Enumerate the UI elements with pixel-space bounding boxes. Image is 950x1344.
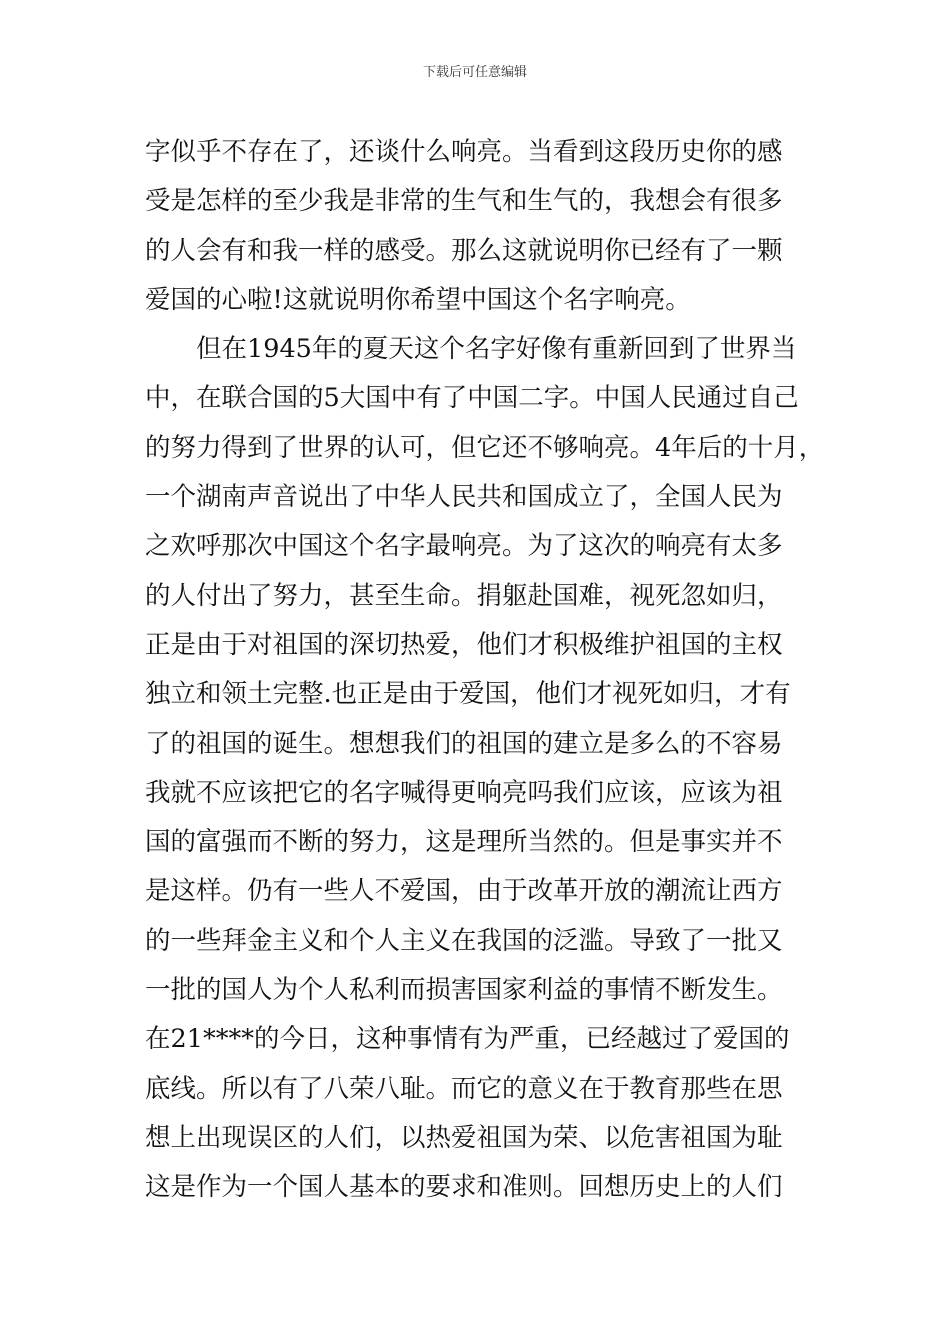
text-line: 爱国的心啦!这就说明你希望中国这个名字响亮。 xyxy=(145,284,691,315)
text-line: 之欢呼那次中国这个名字最响亮。为了这次的响亮有太多 xyxy=(145,531,783,562)
paragraph-start-line: 但在1945年的夏天这个名字好像有重新回到了世界当 xyxy=(196,334,797,365)
text-line: 中，在联合国的5大国中有了中国二字。中国人民通过自己 xyxy=(145,383,799,414)
page-header: 下载后可任意编辑 xyxy=(422,65,527,80)
text-line: 想上出现误区的人们，以热爱祖国为荣、以危害祖国为耻 xyxy=(145,1122,783,1153)
text-line: 一批的国人为个人私利而损害国家利益的事情不断发生。 xyxy=(145,975,783,1006)
text-line: 我就不应该把它的名字喊得更响亮吗我们应该，应该为祖 xyxy=(145,777,783,808)
document-body xyxy=(145,128,825,1213)
text-line: 的人会有和我一样的感受。那么这就说明你已经有了一颗 xyxy=(145,235,783,266)
text-line: 底线。所以有了八荣八耻。而它的意义在于教育那些在思 xyxy=(145,1073,783,1104)
text-line: 受是怎样的至少我是非常的生气和生气的，我想会有很多 xyxy=(145,186,783,217)
text-line: 这是作为一个国人基本的要求和准则。回想历史上的人们 xyxy=(145,1172,783,1203)
text-line: 是这样。仍有一些人不爱国，由于改革开放的潮流让西方 xyxy=(145,876,783,907)
text-line: 一个湖南声音说出了中华人民共和国成立了，全国人民为 xyxy=(145,482,783,513)
text-line: 的人付出了努力，甚至生命。捐躯赴国难，视死忽如归， xyxy=(145,580,783,611)
text-line: 正是由于对祖国的深切热爱，他们才积极维护祖国的主权 xyxy=(145,629,783,660)
text-line: 的努力得到了世界的认可，但它还不够响亮。4年后的十月， xyxy=(145,432,825,463)
text-line: 独立和领土完整.也正是由于爱国，他们才视死如归，才有 xyxy=(145,679,791,710)
text-line: 的一些拜金主义和个人主义在我国的泛滥。导致了一批又 xyxy=(145,925,783,956)
text-line: 在21****的今日，这种事情有为严重，已经越过了爱国的 xyxy=(145,1024,790,1055)
text-line: 字似乎不存在了，还谈什么响亮。当看到这段历史你的感 xyxy=(145,137,783,167)
text-line: 了的祖国的诞生。想想我们的祖国的建立是多么的不容易 xyxy=(145,728,783,759)
text-line: 国的富强而不断的努力，这是理所当然的。但是事实并不 xyxy=(145,827,783,858)
